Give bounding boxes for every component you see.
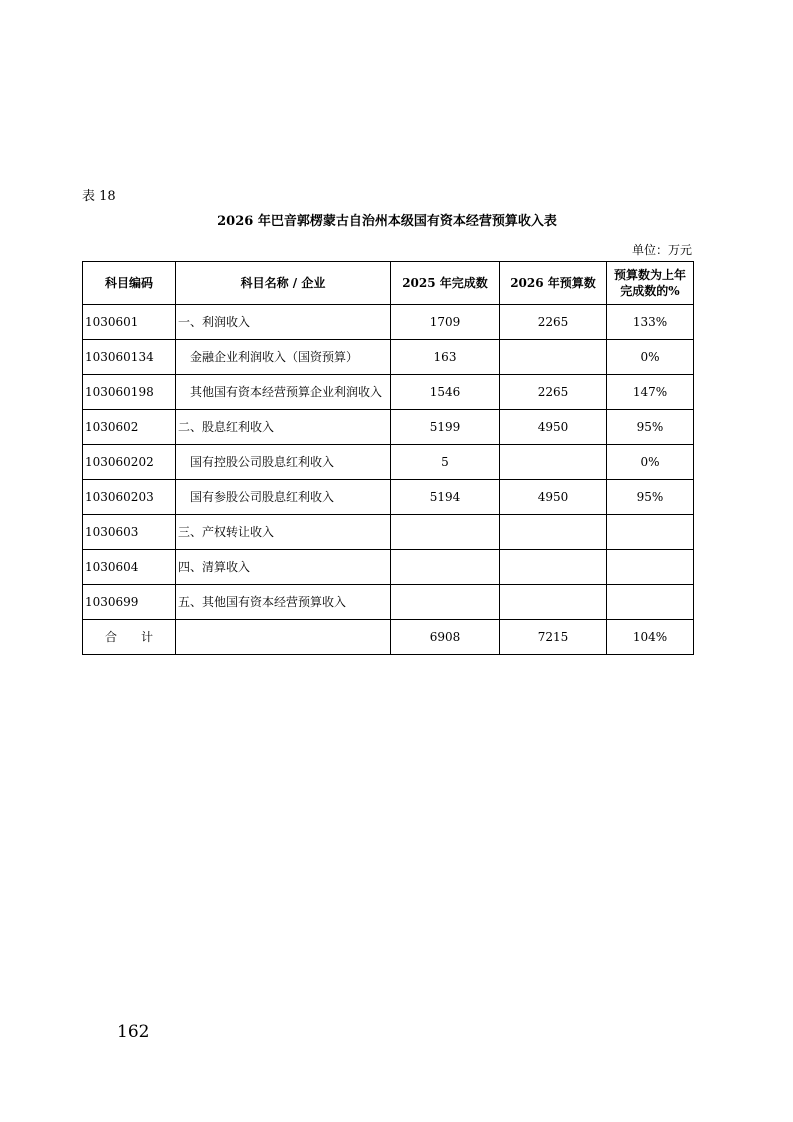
cell-percent: 95% xyxy=(607,410,694,445)
cell-name: 其他国有资本经营预算企业利润收入 xyxy=(176,375,391,410)
cell-2026-budget xyxy=(500,515,607,550)
table-row xyxy=(83,340,694,375)
cell-2026-budget xyxy=(500,445,607,480)
cell-2025-actual: 5194 xyxy=(391,480,500,515)
cell-name: 国有参股公司股息红利收入 xyxy=(176,480,391,515)
cell-2026-budget: 2265 xyxy=(500,305,607,340)
table-row xyxy=(83,480,694,515)
cell-code: 103060134 xyxy=(83,340,176,375)
table-row xyxy=(83,375,694,410)
col-header-name: 科目名称 / 企业 xyxy=(176,262,391,305)
cell-2026-budget: 4950 xyxy=(500,480,607,515)
table-body xyxy=(83,305,694,655)
cell-code: 1030602 xyxy=(83,410,176,445)
cell-name xyxy=(176,620,391,655)
cell-2025-actual: 5199 xyxy=(391,410,500,445)
col-header-2025-actual: 2025 年完成数 xyxy=(391,262,500,305)
cell-2026-budget xyxy=(500,340,607,375)
cell-name: 一、利润收入 xyxy=(176,305,391,340)
page-number: 162 xyxy=(117,1022,150,1042)
cell-code: 103060202 xyxy=(83,445,176,480)
col-header-code: 科目编码 xyxy=(83,262,176,305)
cell-2025-actual xyxy=(391,515,500,550)
cell-percent xyxy=(607,515,694,550)
total-row xyxy=(83,620,694,655)
cell-2025-actual: 5 xyxy=(391,445,500,480)
document-title: 2026 年巴音郭楞蒙古自治州本级国有资本经营预算收入表 xyxy=(217,214,557,229)
cell-percent: 0% xyxy=(607,340,694,375)
cell-code: 1030603 xyxy=(83,515,176,550)
table-row xyxy=(83,515,694,550)
table-row xyxy=(83,410,694,445)
total-2026-budget: 7215 xyxy=(500,620,607,655)
table-row xyxy=(83,305,694,340)
unit-label: 单位：万元 xyxy=(631,243,692,257)
budget-table xyxy=(82,261,694,655)
cell-name: 国有控股公司股息红利收入 xyxy=(176,445,391,480)
total-label: 合 计 xyxy=(83,620,176,655)
table-row xyxy=(83,585,694,620)
cell-2026-budget: 4950 xyxy=(500,410,607,445)
cell-code: 103060198 xyxy=(83,375,176,410)
cell-code: 103060203 xyxy=(83,480,176,515)
cell-name: 三、产权转让收入 xyxy=(176,515,391,550)
cell-2025-actual xyxy=(391,585,500,620)
cell-name: 二、股息红利收入 xyxy=(176,410,391,445)
cell-2026-budget xyxy=(500,585,607,620)
cell-percent xyxy=(607,585,694,620)
cell-percent: 147% xyxy=(607,375,694,410)
cell-name: 五、其他国有资本经营预算收入 xyxy=(176,585,391,620)
cell-code: 1030604 xyxy=(83,550,176,585)
cell-2026-budget: 2265 xyxy=(500,375,607,410)
table-label: 表 18 xyxy=(82,189,116,204)
cell-2026-budget xyxy=(500,550,607,585)
cell-2025-actual: 163 xyxy=(391,340,500,375)
cell-2025-actual: 1709 xyxy=(391,305,500,340)
cell-2025-actual: 1546 xyxy=(391,375,500,410)
cell-percent: 133% xyxy=(607,305,694,340)
cell-percent: 95% xyxy=(607,480,694,515)
cell-code: 1030601 xyxy=(83,305,176,340)
table-row xyxy=(83,550,694,585)
table-row xyxy=(83,445,694,480)
cell-percent: 0% xyxy=(607,445,694,480)
cell-code: 1030699 xyxy=(83,585,176,620)
cell-name: 金融企业利润收入（国资预算） xyxy=(176,340,391,375)
cell-2025-actual xyxy=(391,550,500,585)
cell-name: 四、清算收入 xyxy=(176,550,391,585)
header-row xyxy=(83,262,694,305)
total-percent: 104% xyxy=(607,620,694,655)
col-header-2026-budget: 2026 年预算数 xyxy=(500,262,607,305)
table-header xyxy=(83,262,694,305)
col-header-percent: 预算数为上年完成数的% xyxy=(607,262,694,305)
cell-percent xyxy=(607,550,694,585)
total-2025-actual: 6908 xyxy=(391,620,500,655)
